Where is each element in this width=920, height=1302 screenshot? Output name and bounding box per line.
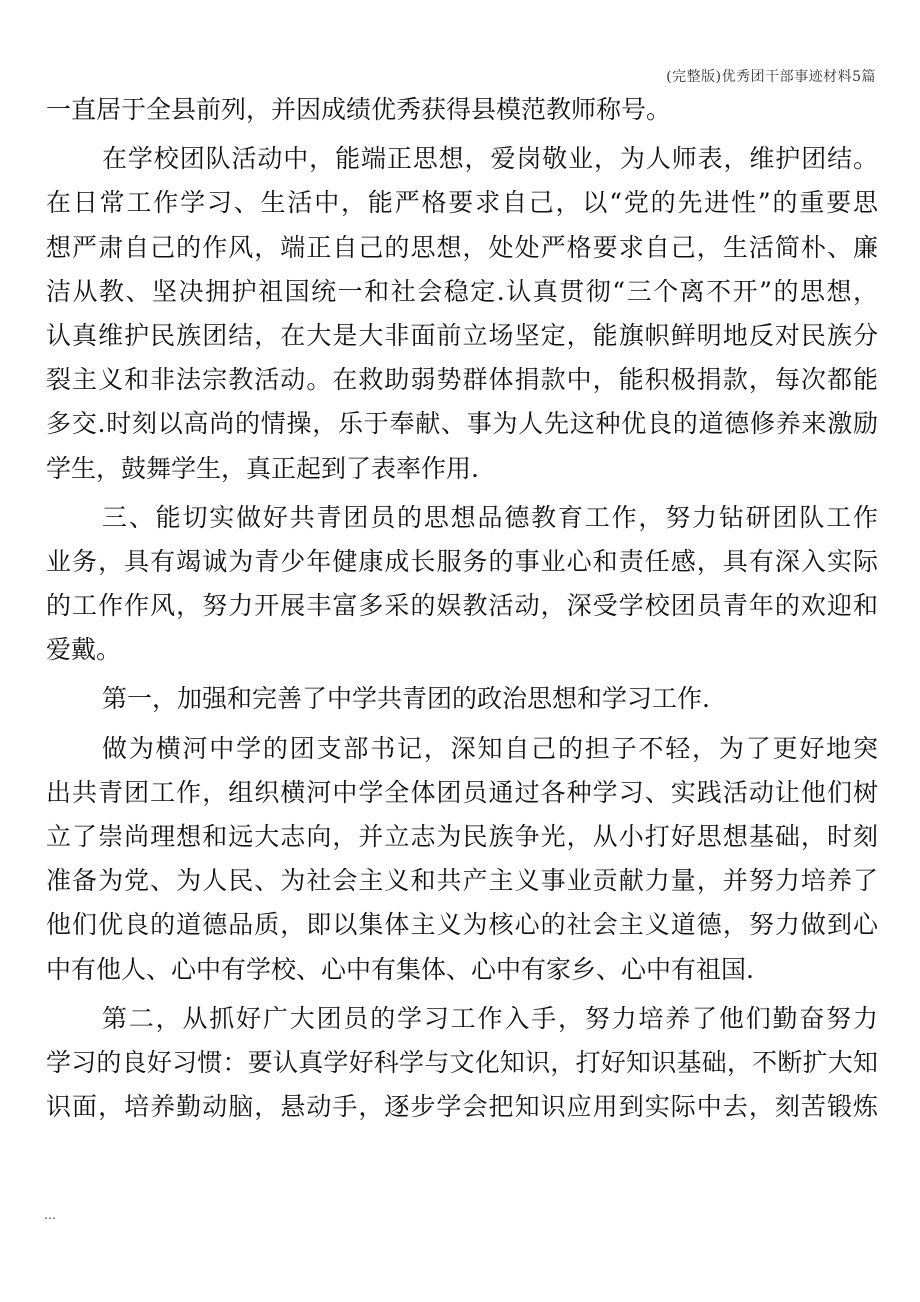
text-line: 立了崇尚理想和远大志向，并立志为民族争光，从小打好思想基础，时刻	[46, 822, 878, 851]
text-line: 爱戴。	[46, 635, 122, 665]
text-line: 出共青团工作，组织横河中学全体团员通过各种学习、实践活动让他们树	[46, 777, 878, 807]
text-line: 想严肃自己的作风，端正自己的思想，处处严格要求自己，生活简朴、廉	[46, 232, 878, 262]
text-line: 认真维护民族团结，在大是大非面前立场坚定，能旗帜鲜明地反对民族分	[46, 320, 878, 350]
text-line: 准备为党、为人民、为社会主义和共产主义事业贡献力量，并努力培养了	[46, 866, 878, 896]
text-line: 在日常工作学习、生活中，能严格要求自己，以“党的先进性”的重要思	[46, 188, 878, 218]
text-line: 业务，具有竭诚为青少年健康成长服务的事业心和责任感，具有深入实际	[46, 546, 878, 576]
text-line: 第二，从抓好广大团员的学习工作入手，努力培养了他们勤奋努力	[102, 1003, 878, 1033]
text-line: 他们优良的道德品质，即以集体主义为核心的社会主义道德，努力做到心	[46, 910, 878, 940]
text-line: 三、能切实做好共青团员的思想品德教育工作，努力钻研团队工作	[102, 502, 878, 532]
text-line: 做为横河中学的团支部书记，深知自己的担子不轻，为了更好地突	[102, 733, 878, 763]
text-line: 识面，培养勤动脑，悬动手，逐步学会把知识应用到实际中去，刻苦锻炼	[46, 1092, 878, 1122]
text-line: 在学校团队活动中，能端正思想，爱岗敬业，为人师表，维护团结。	[102, 144, 878, 174]
document-header: (完整版)优秀团干部事迹材料5篇	[666, 69, 876, 85]
text-line: 多交.时刻以高尚的情操，乐于奉献、事为人先这种优良的道德修养来激励	[46, 409, 878, 439]
text-line: 学习的良好习惯：要认真学好科学与文化知识，打好知识基础，不断扩大知	[46, 1047, 878, 1077]
text-line: 裂主义和非法宗教活动。在救助弱势群体捐款中，能积极捐款，每次都能	[46, 365, 878, 395]
continuation-mark: …	[44, 1208, 56, 1222]
text-line: 的工作作风，努力开展丰富多采的娱教活动，深受学校团员青年的欢迎和	[46, 591, 878, 621]
text-line: 中有他人、心中有学校、心中有集体、心中有家乡、心中有祖国.	[46, 954, 754, 984]
text-line: 学生，鼓舞学生，真正起到了表率作用.	[46, 453, 479, 483]
text-line: 洁从教、坚决拥护祖国统一和社会稳定.认真贯彻“三个离不开”的思想，	[46, 276, 878, 306]
text-line: 第一，加强和完善了中学共青团的政治思想和学习工作.	[102, 684, 710, 714]
document-body	[46, 88, 878, 1129]
text-line: 一直居于全县前列，并因成绩优秀获得县模范教师称号。	[46, 95, 672, 124]
